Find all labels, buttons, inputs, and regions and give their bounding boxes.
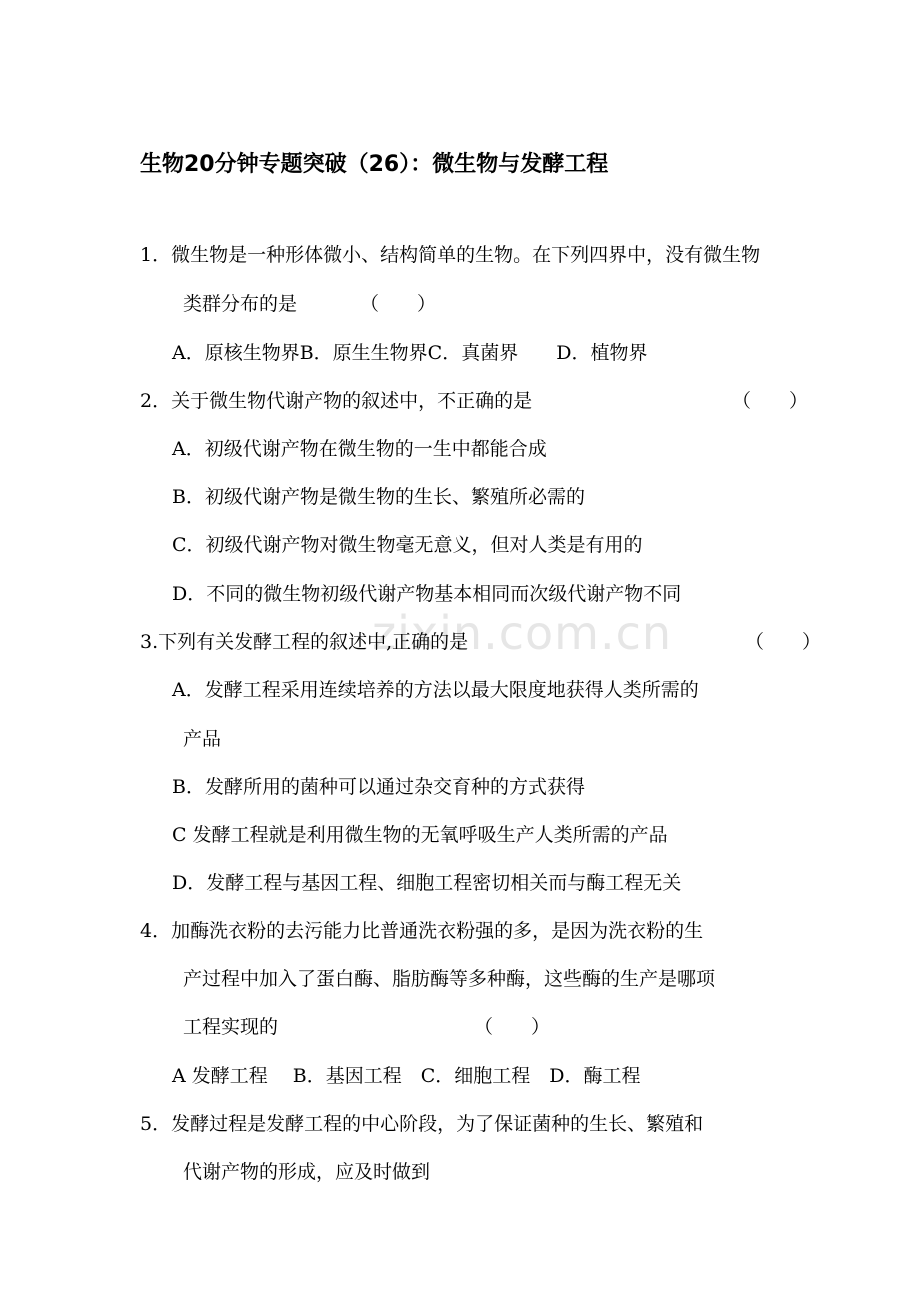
q2-option-d: D．不同的微生物初级代谢产物基本相同而次级代谢产物不同 — [172, 583, 682, 605]
q3-option-c: C 发酵工程就是利用微生物的无氧呼吸生产人类所需的产品 — [172, 824, 668, 846]
page-title: 生物20分钟专题突破（26）：微生物与发酵工程 — [140, 152, 609, 177]
q3-option-a-line1: A．发酵工程采用连续培养的方法以最大限度地获得人类所需的 — [172, 679, 699, 701]
q3-stem: 3.下列有关发酵工程的叙述中,正确的是 — [140, 631, 469, 653]
q3-option-d: D．发酵工程与基因工程、细胞工程密切相关而与酶工程无关 — [172, 872, 682, 894]
q3-answer-blank: （ ） — [745, 631, 822, 653]
q2-stem: 2．关于微生物代谢产物的叙述中，不正确的是 — [140, 390, 533, 412]
q1-options: A．原核生物界B．原生生物界C．真菌界 D．植物界 — [172, 342, 648, 364]
q1-stem-line2: 类群分布的是 — [183, 293, 298, 315]
q2-option-a: A．初级代谢产物在微生物的一生中都能合成 — [172, 438, 547, 460]
q5-stem-line1: 5．发酵过程是发酵工程的中心阶段，为了保证菌种的生长、繁殖和 — [140, 1113, 704, 1135]
q5-stem-line2: 代谢产物的形成，应及时做到 — [183, 1161, 431, 1183]
q3-option-a-line2: 产品 — [183, 728, 222, 750]
q3-option-b: B．发酵所用的菌种可以通过杂交育种的方式获得 — [172, 776, 585, 798]
q2-answer-blank: （ ） — [732, 390, 809, 412]
watermark: zixin.com.cn — [372, 606, 673, 660]
q2-option-c: C．初级代谢产物对微生物毫无意义，但对人类是有用的 — [172, 534, 643, 556]
q4-stem-line1: 4．加酶洗衣粉的去污能力比普通洗衣粉强的多，是因为洗衣粉的生 — [140, 920, 704, 942]
q4-stem-line3: 工程实现的 — [183, 1016, 279, 1038]
q2-option-b: B．初级代谢产物是微生物的生长、繁殖所必需的 — [172, 486, 585, 508]
q4-answer-blank: （ ） — [474, 1016, 551, 1038]
q4-options: A 发酵工程 B．基因工程 C．细胞工程 D．酶工程 — [172, 1065, 641, 1087]
q1-stem-line1: 1．微生物是一种形体微小、结构简单的生物。在下列四界中，没有微生物 — [140, 244, 761, 266]
q4-stem-line2: 产过程中加入了蛋白酶、脂肪酶等多种酶，这些酶的生产是哪项 — [183, 968, 716, 990]
q1-answer-blank: （ ） — [360, 293, 437, 315]
